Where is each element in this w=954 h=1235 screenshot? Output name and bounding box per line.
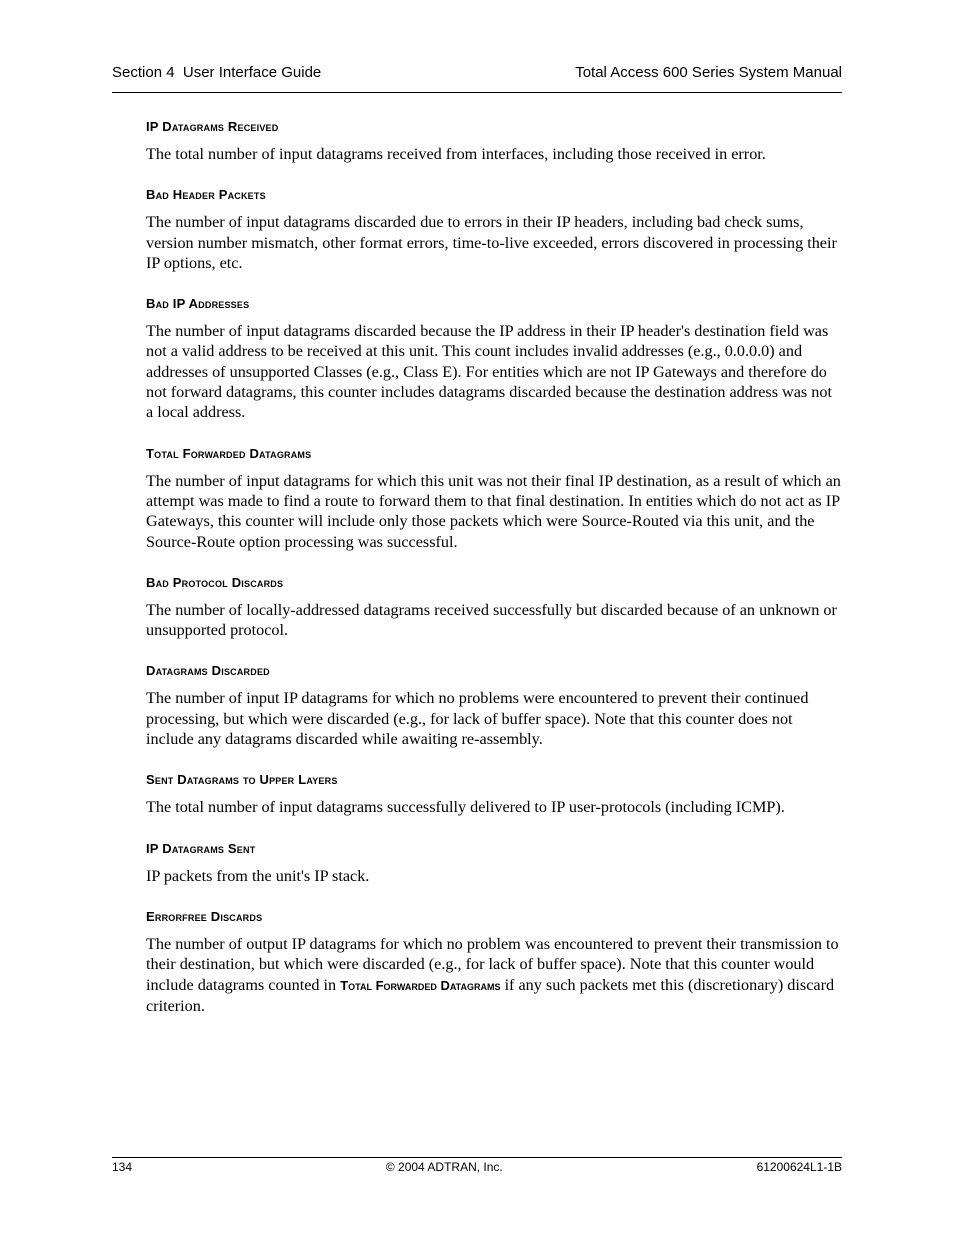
- section-bad-ip-addresses: [146, 296, 842, 422]
- section-heading: Bad IP Addresses: [146, 296, 250, 312]
- section-bad-protocol-discards: [146, 575, 842, 641]
- page-header: [112, 64, 842, 86]
- section-datagrams-discarded: [146, 663, 842, 749]
- section-heading: Datagrams Discarded: [146, 663, 270, 679]
- section-paragraph: The total number of input datagrams received from interfaces, including those received in error.: [146, 145, 766, 163]
- section-bad-header-packets: [146, 187, 842, 273]
- page-footer: [112, 1160, 842, 1176]
- header-section-title: Section 4 User Interface Guide: [112, 64, 322, 81]
- section-heading: Sent Datagrams to Upper Layers: [146, 772, 338, 788]
- section-paragraph: [146, 934, 842, 1016]
- section-paragraph: The number of locally-addressed datagrams received successfully but discarded because of an unknown or unsupported protocol.: [146, 600, 837, 640]
- section-heading: Bad Header Packets: [146, 187, 266, 203]
- paragraph-text-before: The number of output IP datagrams for which no problem was encountered to prevent their transmission to their destination, but which were discarded (e.g., for lack of buffer space). Note that this counter would include datagrams counted in: [146, 934, 839, 994]
- copyright-notice: © 2004 ADTRAN, Inc.: [385, 1160, 503, 1174]
- document-number: 61200624L1-1B: [756, 1160, 842, 1174]
- section-heading: IP Datagrams Received: [146, 119, 279, 134]
- section-heading: IP Datagrams Sent: [146, 840, 256, 856]
- section-paragraph: The number of input datagrams discarded due to errors in their IP headers, including bad check sums, version number mismatch, other format errors, time-to-live exceeded, errors discovered in processing their IP options, etc.: [146, 213, 837, 272]
- section-total-forwarded-datagrams: [146, 446, 842, 552]
- cross-reference: Total Forwarded Datagrams: [340, 977, 501, 993]
- section-ip-datagrams-received: [146, 119, 842, 164]
- section-ip-datagrams-sent: [146, 841, 842, 886]
- section-errorfree-discards: [146, 909, 842, 1016]
- header-rule: [112, 92, 842, 93]
- section-heading: Bad Protocol Discards: [146, 574, 284, 590]
- section-heading: Total Forwarded Datagrams: [146, 445, 312, 461]
- paragraph-text-after: if any such packets met this (discretionary) discard criterion.: [146, 975, 835, 1015]
- header-manual-title: Total Access 600 Series System Manual: [575, 64, 842, 81]
- section-paragraph: The number of input datagrams for which this unit was not their final IP destination, as a result of which an attempt was made to find a route to forward them to that final destination. In entities which do not act as IP Gateways, this counter will include only those packets which were Source-Routed via this unit, and the Source-Route option processing was successful.: [146, 471, 841, 551]
- section-paragraph: The total number of input datagrams successfully delivered to IP user-protocols (including ICMP).: [146, 798, 785, 817]
- page-body: [146, 119, 842, 1039]
- section-paragraph: The number of input IP datagrams for which no problems were encountered to prevent their continued processing, but which were discarded (e.g., for lack of buffer space). Note that this counter does not include any datagrams discarded while awaiting re-assembly.: [146, 689, 809, 749]
- section-paragraph: IP packets from the unit's IP stack.: [146, 866, 370, 885]
- section-sent-datagrams-upper-layers: [146, 772, 842, 817]
- section-paragraph: The number of input datagrams discarded because the IP address in their IP header's destination field was not a valid address to be received at this unit. This count includes invalid addresses (e.g., 0.0.0.0) and addresses of unsupported Classes (e.g., Class E). For entities which are not IP Gateways and therefore do not forward datagrams, this counter includes datagrams discarded because the destination address was not a local address.: [146, 322, 832, 422]
- section-heading: Errorfree Discards: [146, 908, 263, 924]
- footer-rule: [112, 1157, 842, 1158]
- page-number: 134: [112, 1160, 133, 1174]
